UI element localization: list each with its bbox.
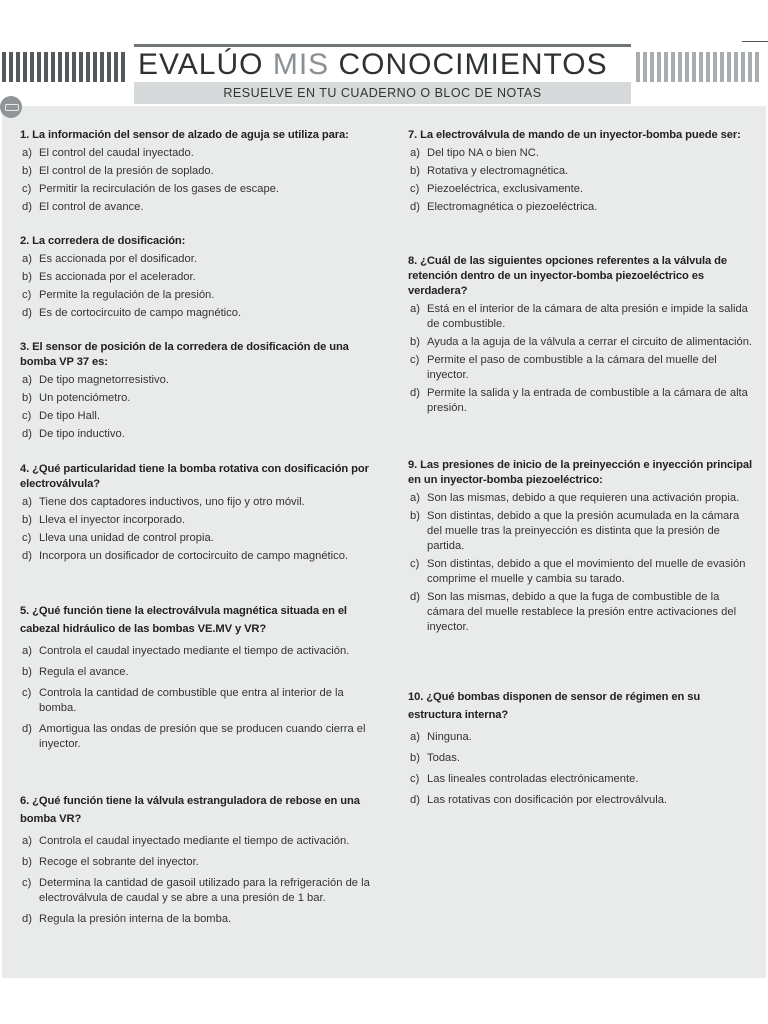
question-8	[408, 254, 754, 416]
option-d: d) Electromagnética o piezoeléctrica.	[410, 201, 598, 213]
question-6	[20, 792, 375, 927]
option-d: d) Es de cortocircuito de campo magnético.	[22, 307, 242, 319]
question-title: 5. ¿Qué función tiene la electroválvula magnética situada en el cabezal hidráulico de las bombas VE.MV y VR?	[20, 605, 347, 635]
option-a: a) Tiene dos captadores inductivos, uno fijo y otro móvil.	[22, 496, 305, 508]
option-a: a) Está en el interior de la cámara de alta presión e impide la salida de combustible.	[410, 303, 748, 330]
question-title: 9. Las presiones de inicio de la preinyección e inyección principal en un inyector-bomba piezoeléctrico:	[408, 459, 752, 486]
option-d: d) Regula la presión interna de la bomba.	[22, 913, 232, 925]
option-d: d) Amortigua las ondas de presión que se producen cuando cierra el inyector.	[22, 723, 366, 750]
option-d: d) De tipo inductivo.	[22, 428, 125, 440]
option-d: d) Son las mismas, debido a que la fuga de combustible de la cámara del muelle restablece la presión entre activaciones del inyector.	[410, 591, 737, 633]
header	[0, 38, 768, 108]
option-c: c) Las lineales controladas electrónicamente.	[410, 773, 639, 785]
option-d: d) El control de avance.	[22, 201, 144, 213]
option-c: c) Permite el paso de combustible a la cámara del muelle del inyector.	[410, 354, 717, 381]
option-d: d) Incorpora un dosificador de cortocircuito de campo magnético.	[22, 550, 349, 562]
option-a: a) El control del caudal inyectado.	[22, 147, 194, 159]
option-b: b) Un potenciómetro.	[22, 392, 131, 404]
option-c: c) Piezoeléctrica, exclusivamente.	[410, 183, 584, 195]
option-b: b) Ayuda a la aguja de la válvula a cerrar el circuito de alimentación.	[410, 336, 753, 348]
question-2	[20, 234, 375, 321]
option-c: c) Determina la cantidad de gasoil utilizado para la refrigeración de la electroválvula de caudal y se abre a una presión de 1 bar.	[22, 877, 370, 904]
option-c: c) Permitir la recirculación de los gases de escape.	[22, 183, 280, 195]
option-a: a) Del tipo NA o bien NC.	[410, 147, 539, 159]
question-4	[20, 462, 375, 564]
option-c: c) Permite la regulación de la presión.	[22, 289, 215, 301]
option-a: a) De tipo magnetorresistivo.	[22, 374, 169, 386]
question-title: 3. El sensor de posición de la corredera de dosificación de una bomba VP 37 es:	[20, 341, 349, 368]
option-d: d) Las rotativas con dosificación por electroválvula.	[410, 794, 668, 806]
question-5	[20, 602, 375, 752]
question-10	[408, 688, 754, 808]
option-a: a) Controla el caudal inyectado mediante el tiempo de activación.	[22, 645, 350, 657]
page-subtitle: RESUELVE EN TU CUADERNO O BLOC DE NOTAS	[134, 82, 631, 104]
question-title: 1. La información del sensor de alzado de aguja se utiliza para:	[20, 129, 349, 141]
option-a: a) Ninguna.	[410, 731, 472, 743]
question-title: 4. ¿Qué particularidad tiene la bomba rotativa con dosificación por electroválvula?	[20, 463, 369, 490]
question-3	[20, 340, 375, 442]
corner-rule	[742, 41, 768, 42]
question-1	[20, 128, 375, 215]
option-b: b) Es accionada por el acelerador.	[22, 271, 196, 283]
decorative-bars-left	[2, 52, 125, 82]
option-c: c) Controla la cantidad de combustible que entra al interior de la bomba.	[22, 687, 344, 714]
option-a: a) Controla el caudal inyectado mediante el tiempo de activación.	[22, 835, 350, 847]
option-b: b) Son distintas, debido a que la presión acumulada en la cámara del muelle tras la preinyección es distinta que la presión de partida.	[410, 510, 740, 552]
option-c: c) Son distintas, debido a que el movimiento del muelle de evasión comprime el muelle y cambia su tarado.	[410, 558, 746, 585]
option-b: b) Recoge el sobrante del inyector.	[22, 856, 199, 868]
question-title: 2. La corredera de dosificación:	[20, 235, 186, 247]
option-b: b) El control de la presión de soplado.	[22, 165, 214, 177]
decorative-bars-right	[636, 52, 759, 82]
header-rule	[134, 44, 631, 47]
option-b: b) Regula el avance.	[22, 666, 129, 678]
option-d: d) Permite la salida y la entrada de combustible a la cámara de alta presión.	[410, 387, 748, 414]
question-title: 8. ¿Cuál de las siguientes opciones referentes a la válvula de retención dentro de un inyector-bomba piezoeléctrico es verdadera?	[408, 255, 727, 297]
option-a: a) Son las mismas, debido a que requieren una activación propia.	[410, 492, 740, 504]
question-7	[408, 128, 754, 215]
option-b: b) Rotativa y electromagnética.	[410, 165, 569, 177]
question-title: 6. ¿Qué función tiene la válvula estranguladora de rebose en una bomba VR?	[20, 795, 360, 825]
option-c: c) Lleva una unidad de control propia.	[22, 532, 214, 544]
page-title: EVALÚO MIS CONOCIMIENTOS	[138, 48, 608, 81]
option-b: b) Todas.	[410, 752, 460, 764]
question-title: 10. ¿Qué bombas disponen de sensor de régimen en su estructura interna?	[408, 691, 701, 721]
notebook-icon	[0, 96, 22, 118]
option-c: c) De tipo Hall.	[22, 410, 100, 422]
option-b: b) Lleva el inyector incorporado.	[22, 514, 186, 526]
questions-panel	[2, 106, 766, 978]
option-a: a) Es accionada por el dosificador.	[22, 253, 197, 265]
question-9	[408, 458, 754, 635]
question-title: 7. La electroválvula de mando de un inyector-bomba puede ser:	[408, 129, 741, 141]
